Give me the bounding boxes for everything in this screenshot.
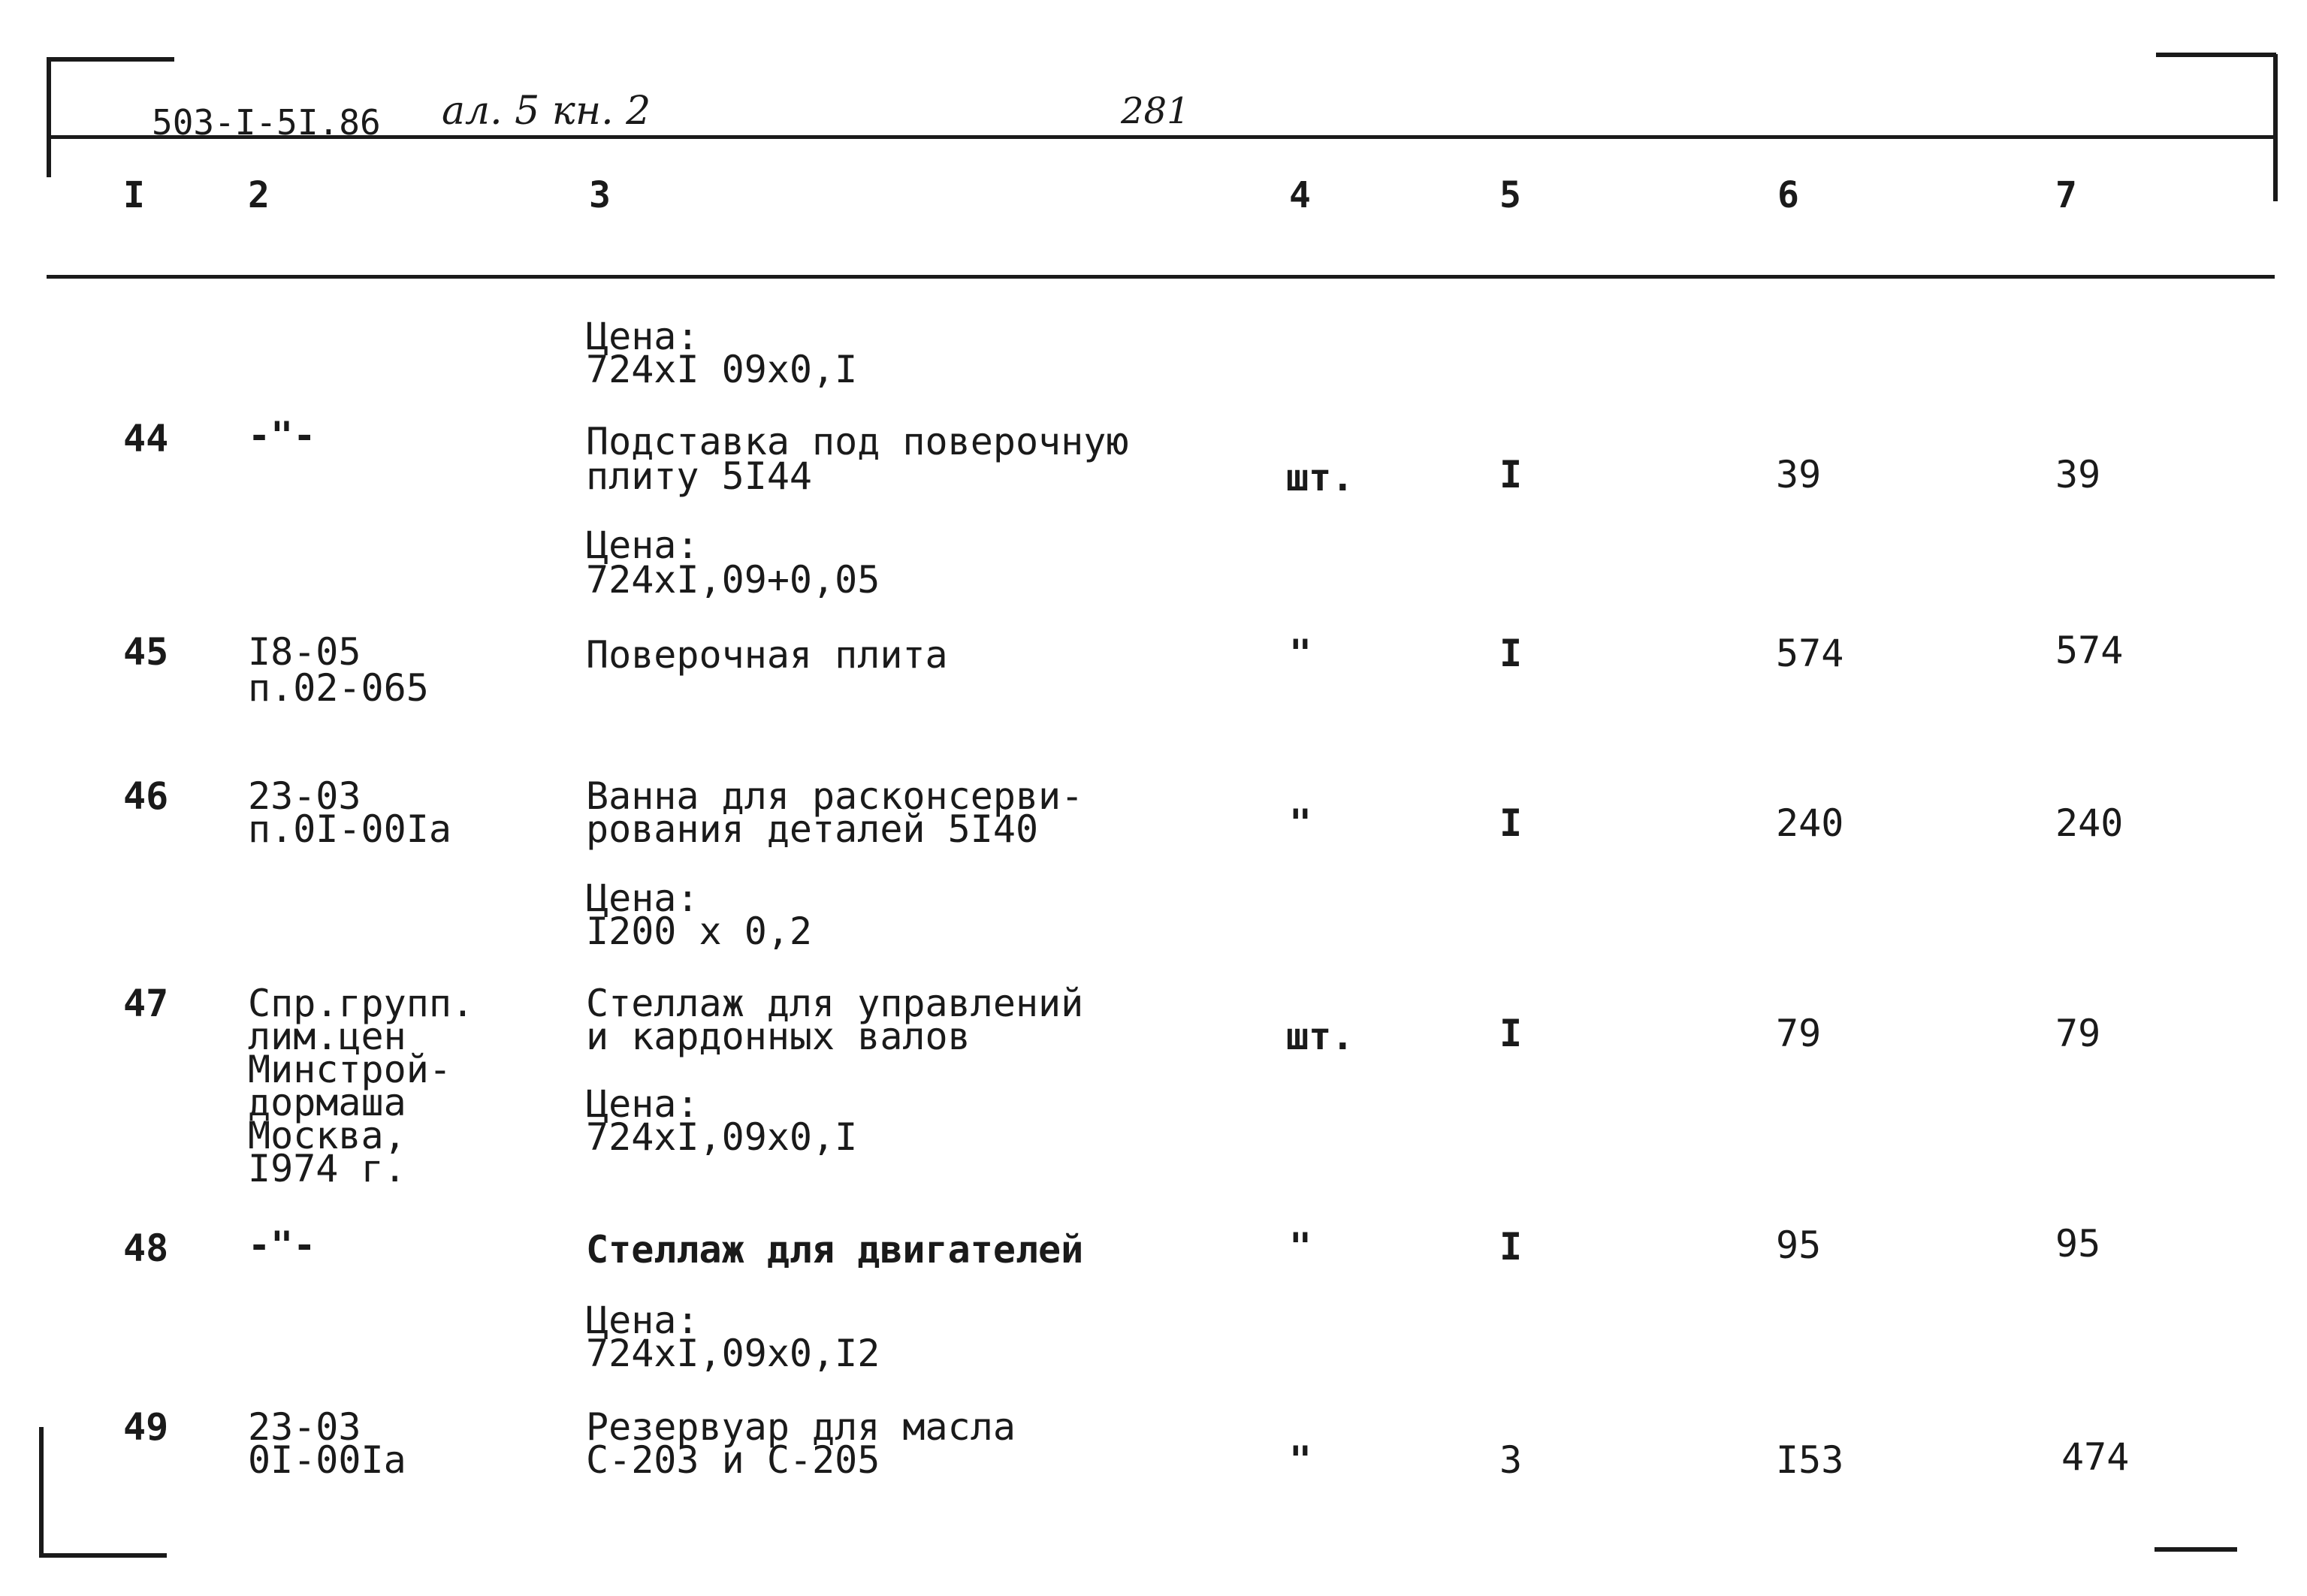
- row-46-unit: ": [1289, 801, 1312, 845]
- row-44-ditto: -"-: [248, 414, 316, 457]
- row-45-number: 45: [123, 630, 169, 674]
- column-header-6: 6: [1777, 174, 1799, 216]
- row-44-qty: I: [1499, 453, 1523, 496]
- row-46-name-line2: рования деталей 5I40: [586, 807, 1039, 851]
- row-46-total: 240: [2055, 801, 2124, 845]
- row-47-ref-line3: Минстрой-: [248, 1048, 451, 1091]
- row-47-ref-line2: лим.цен: [248, 1015, 406, 1058]
- row-46-qty: I: [1499, 801, 1523, 845]
- bottom-left-corner-horizontal: [39, 1553, 167, 1558]
- row-45-qty: I: [1499, 632, 1523, 675]
- row-45-price: 574: [1776, 632, 1844, 675]
- row-45-name: Поверочная плита: [586, 633, 948, 677]
- page-number: 281: [1121, 90, 1190, 132]
- row-47-price-formula: 724хI,09х0,I: [586, 1115, 858, 1159]
- column-header-7: 7: [2055, 174, 2077, 216]
- row-45-unit: ": [1289, 632, 1312, 675]
- row-46-number: 46: [123, 774, 169, 818]
- row-47-price-label: Цена:: [586, 1082, 699, 1126]
- row-48-ditto: -"-: [248, 1223, 316, 1267]
- row-45-total: 574: [2055, 629, 2124, 672]
- row-48-price-label: Цена:: [586, 1299, 699, 1342]
- row-49-qty: 3: [1499, 1438, 1523, 1482]
- row-45-ref-line1: I8-05: [248, 630, 361, 674]
- column-header-5: 5: [1499, 174, 1521, 216]
- row-46-ref-line2: п.0I-00Iа: [248, 807, 451, 851]
- row-49-ref-line2: 0I-00Iа: [248, 1438, 406, 1482]
- row-47-ref-line1: Спр.групп.: [248, 982, 475, 1025]
- top-left-corner-vertical: [47, 57, 51, 177]
- price-label: Цена:: [586, 315, 699, 358]
- row-49-name-line2: С-203 и С-205: [586, 1438, 880, 1482]
- row-44-price-label: Цена:: [586, 523, 699, 567]
- column-header-4: 4: [1289, 174, 1311, 216]
- bottom-left-corner-vertical: [39, 1427, 44, 1558]
- row-49-total: 474: [2061, 1435, 2130, 1479]
- row-44-price-formula: 724хI,09+0,05: [586, 558, 880, 602]
- header-bottom-rule: [47, 275, 2275, 279]
- row-48-total: 95: [2055, 1222, 2101, 1266]
- row-45-ref-line2: п.02-065: [248, 666, 429, 710]
- row-44-name-line2: плиту 5I44: [586, 454, 813, 498]
- row-48-name: Стеллаж для двигателей: [586, 1228, 1084, 1272]
- row-49-ref-line1: 23-03: [248, 1405, 361, 1449]
- row-44-unit: шт.: [1286, 456, 1354, 499]
- row-48-qty: I: [1499, 1225, 1523, 1269]
- top-right-corner-horizontal: [2156, 53, 2276, 57]
- row-47-number: 47: [123, 982, 169, 1025]
- row-44-name-line1: Подставка под поверочную: [586, 420, 1129, 463]
- row-49-number: 49: [123, 1405, 169, 1449]
- row-47-ref-line6: I974 г.: [248, 1147, 406, 1190]
- top-left-corner-horizontal: [47, 57, 174, 62]
- column-header-2: 2: [248, 174, 270, 216]
- header-top-rule: [47, 135, 2276, 139]
- row-47-ref-line4: дормаша: [248, 1081, 406, 1124]
- row-47-name-line2: и кардонных валов: [586, 1015, 971, 1058]
- row-46-ref-line1: 23-03: [248, 774, 361, 818]
- row-49-name-line1: Резервуар для масла: [586, 1405, 1016, 1449]
- row-46-price-formula: I200 х 0,2: [586, 910, 813, 953]
- row-47-price: 79: [1776, 1012, 1822, 1055]
- top-right-corner-vertical: [2273, 54, 2278, 201]
- column-header-1: I: [123, 174, 145, 216]
- handwritten-reference: ал. 5 кн. 2: [442, 89, 651, 134]
- row-48-price: 95: [1776, 1223, 1822, 1267]
- row-47-name-line1: Стеллаж для управлений: [586, 982, 1084, 1025]
- row-47-ref-line5: Москва,: [248, 1114, 406, 1157]
- row-44-number: 44: [123, 417, 169, 460]
- row-47-qty: I: [1499, 1012, 1523, 1055]
- bottom-right-corner-horizontal: [2155, 1547, 2237, 1552]
- row-48-price-formula: 724хI,09х0,I2: [586, 1332, 880, 1375]
- column-header-3: 3: [589, 174, 611, 216]
- row-46-price-label: Цена:: [586, 876, 699, 920]
- row-47-total: 79: [2055, 1012, 2101, 1055]
- row-48-unit: ": [1289, 1225, 1312, 1269]
- row-46-name-line1: Ванна для расконсерви-: [586, 774, 1084, 818]
- row-44-price: 39: [1776, 453, 1822, 496]
- row-44-total: 39: [2055, 453, 2101, 496]
- row-47-unit: шт.: [1286, 1015, 1354, 1058]
- document-code: 503-I-5I.86: [152, 102, 381, 143]
- price-formula: 724хI 09х0,I: [586, 348, 858, 391]
- row-49-price: I53: [1776, 1438, 1844, 1482]
- row-49-unit: ": [1289, 1438, 1312, 1482]
- row-46-price: 240: [1776, 801, 1844, 845]
- row-48-number: 48: [123, 1226, 169, 1270]
